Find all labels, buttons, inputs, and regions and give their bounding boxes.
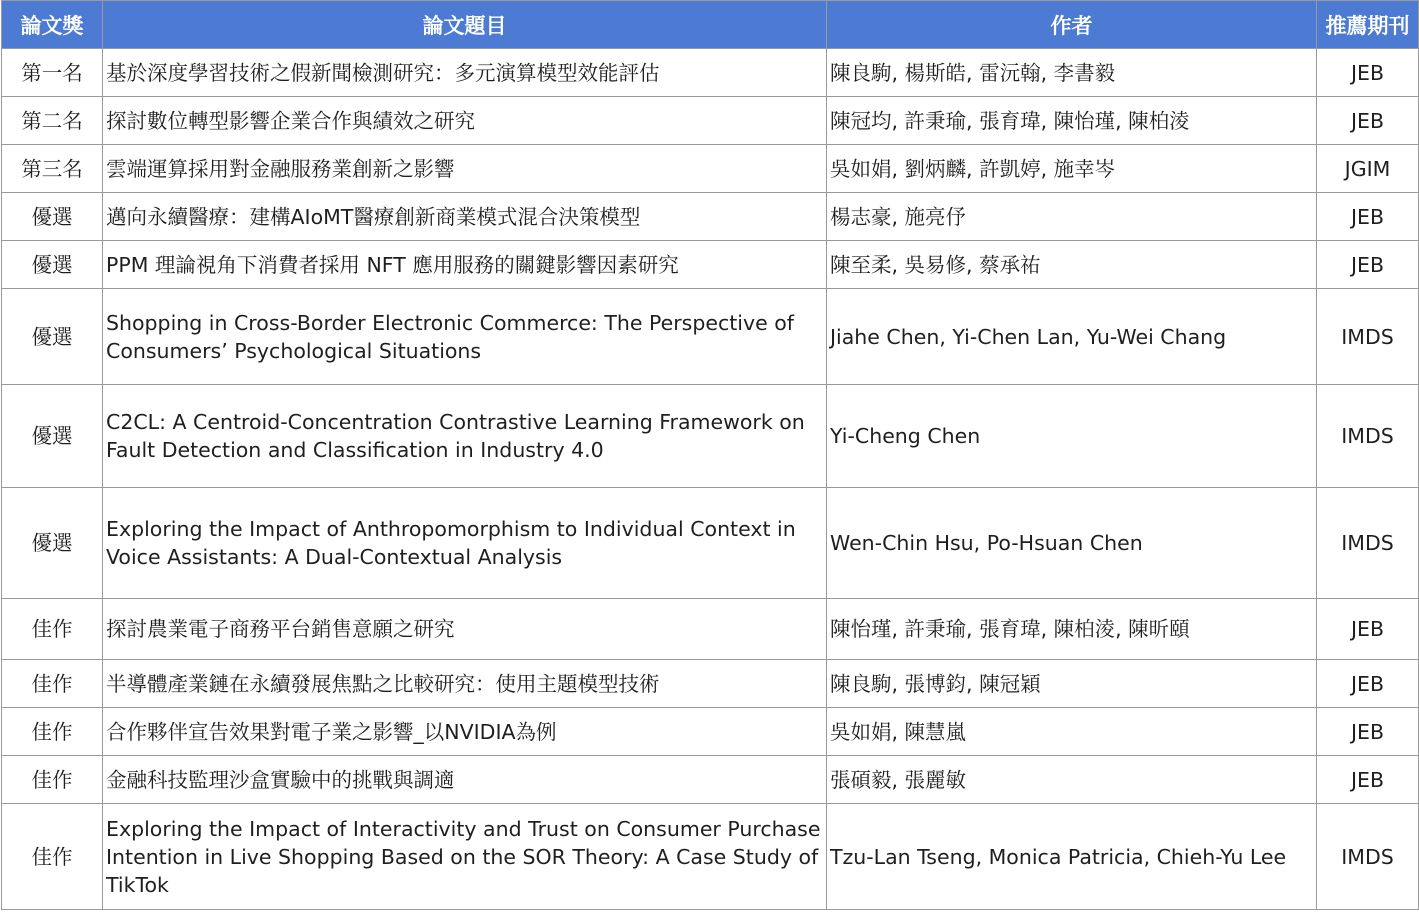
title-cell: C2CL: A Centroid-Concentration Contrastive Learning Framework on Fault Detection and Classification in Industry 4.0 [103, 385, 827, 488]
title-cell: 基於深度學習技術之假新聞檢測研究：多元演算模型效能評估 [103, 49, 827, 97]
title-cell: PPM 理論視角下消費者採用 NFT 應用服務的關鍵影響因素研究 [103, 241, 827, 289]
authors-cell: 陳良駒, 楊斯皓, 雷沅翰, 李書毅 [827, 49, 1317, 97]
authors-cell: Tzu-Lan Tseng, Monica Patricia, Chieh-Yu Lee [827, 804, 1317, 910]
journal-cell: IMDS [1317, 488, 1419, 599]
journal-cell: IMDS [1317, 289, 1419, 385]
authors-cell: 陳冠均, 許秉瑜, 張育瑋, 陳怡瑾, 陳柏淩 [827, 97, 1317, 145]
award-cell: 優選 [2, 241, 103, 289]
award-cell: 佳作 [2, 708, 103, 756]
award-cell: 優選 [2, 385, 103, 488]
title-cell: 半導體產業鏈在永續發展焦點之比較研究：使用主題模型技術 [103, 660, 827, 708]
journal-cell: JGIM [1317, 145, 1419, 193]
journal-cell: JEB [1317, 756, 1419, 804]
table-row [2, 599, 1419, 660]
table-row [2, 49, 1419, 97]
authors-cell: 陳怡瑾, 許秉瑜, 張育瑋, 陳柏淩, 陳昕頤 [827, 599, 1317, 660]
title-cell: Exploring the Impact of Anthropomorphism to Individual Context in Voice Assistants: A Dual-Contextual Analysis [103, 488, 827, 599]
authors-cell: 陳至柔, 吳易修, 蔡承祐 [827, 241, 1317, 289]
award-cell: 第二名 [2, 97, 103, 145]
table-row [2, 193, 1419, 241]
award-cell: 佳作 [2, 804, 103, 910]
header-journal: 推薦期刊 [1317, 1, 1419, 49]
title-cell: 探討農業電子商務平台銷售意願之研究 [103, 599, 827, 660]
authors-cell: 陳良駒, 張博鈞, 陳冠穎 [827, 660, 1317, 708]
award-cell: 佳作 [2, 599, 103, 660]
title-cell: 金融科技監理沙盒實驗中的挑戰與調適 [103, 756, 827, 804]
header-row [2, 1, 1419, 49]
authors-cell: Yi-Cheng Chen [827, 385, 1317, 488]
title-cell: 探討數位轉型影響企業合作與績效之研究 [103, 97, 827, 145]
award-cell: 佳作 [2, 756, 103, 804]
title-cell: Exploring the Impact of Interactivity and Trust on Consumer Purchase Intention in Live Shopping Based on the SOR Theory: A Case Study of TikTok [103, 804, 827, 910]
journal-cell: JEB [1317, 193, 1419, 241]
journal-cell: IMDS [1317, 804, 1419, 910]
header-award: 論文獎 [2, 1, 103, 49]
table-row [2, 488, 1419, 599]
journal-cell: JEB [1317, 241, 1419, 289]
title-cell: 邁向永續醫療：建構AIoMT醫療創新商業模式混合決策模型 [103, 193, 827, 241]
table-row [2, 97, 1419, 145]
header-title: 論文題目 [103, 1, 827, 49]
authors-cell: 吳如娟, 劉炳麟, 許凱婷, 施幸岑 [827, 145, 1317, 193]
authors-cell: Jiahe Chen, Yi-Chen Lan, Yu-Wei Chang [827, 289, 1317, 385]
table-row [2, 660, 1419, 708]
title-cell: 雲端運算採用對金融服務業創新之影響 [103, 145, 827, 193]
table-row [2, 708, 1419, 756]
award-cell: 佳作 [2, 660, 103, 708]
table-row [2, 385, 1419, 488]
journal-cell: JEB [1317, 49, 1419, 97]
award-cell: 優選 [2, 193, 103, 241]
title-cell: Shopping in Cross-Border Electronic Commerce: The Perspective of Consumers’ Psychological Situations [103, 289, 827, 385]
authors-cell: 吳如娟, 陳慧嵐 [827, 708, 1317, 756]
table-row [2, 804, 1419, 910]
header-authors: 作者 [827, 1, 1317, 49]
table-row [2, 145, 1419, 193]
authors-cell: Wen-Chin Hsu, Po-Hsuan Chen [827, 488, 1317, 599]
journal-cell: JEB [1317, 660, 1419, 708]
awards-table [1, 0, 1419, 910]
authors-cell: 張碩毅, 張麗敏 [827, 756, 1317, 804]
journal-cell: JEB [1317, 708, 1419, 756]
table-row [2, 241, 1419, 289]
table-row [2, 289, 1419, 385]
journal-cell: JEB [1317, 97, 1419, 145]
award-cell: 優選 [2, 488, 103, 599]
table-row [2, 756, 1419, 804]
title-cell: 合作夥伴宣告效果對電子業之影響_以NVIDIA為例 [103, 708, 827, 756]
journal-cell: JEB [1317, 599, 1419, 660]
award-cell: 優選 [2, 289, 103, 385]
authors-cell: 楊志豪, 施亮伃 [827, 193, 1317, 241]
award-cell: 第一名 [2, 49, 103, 97]
journal-cell: IMDS [1317, 385, 1419, 488]
award-cell: 第三名 [2, 145, 103, 193]
